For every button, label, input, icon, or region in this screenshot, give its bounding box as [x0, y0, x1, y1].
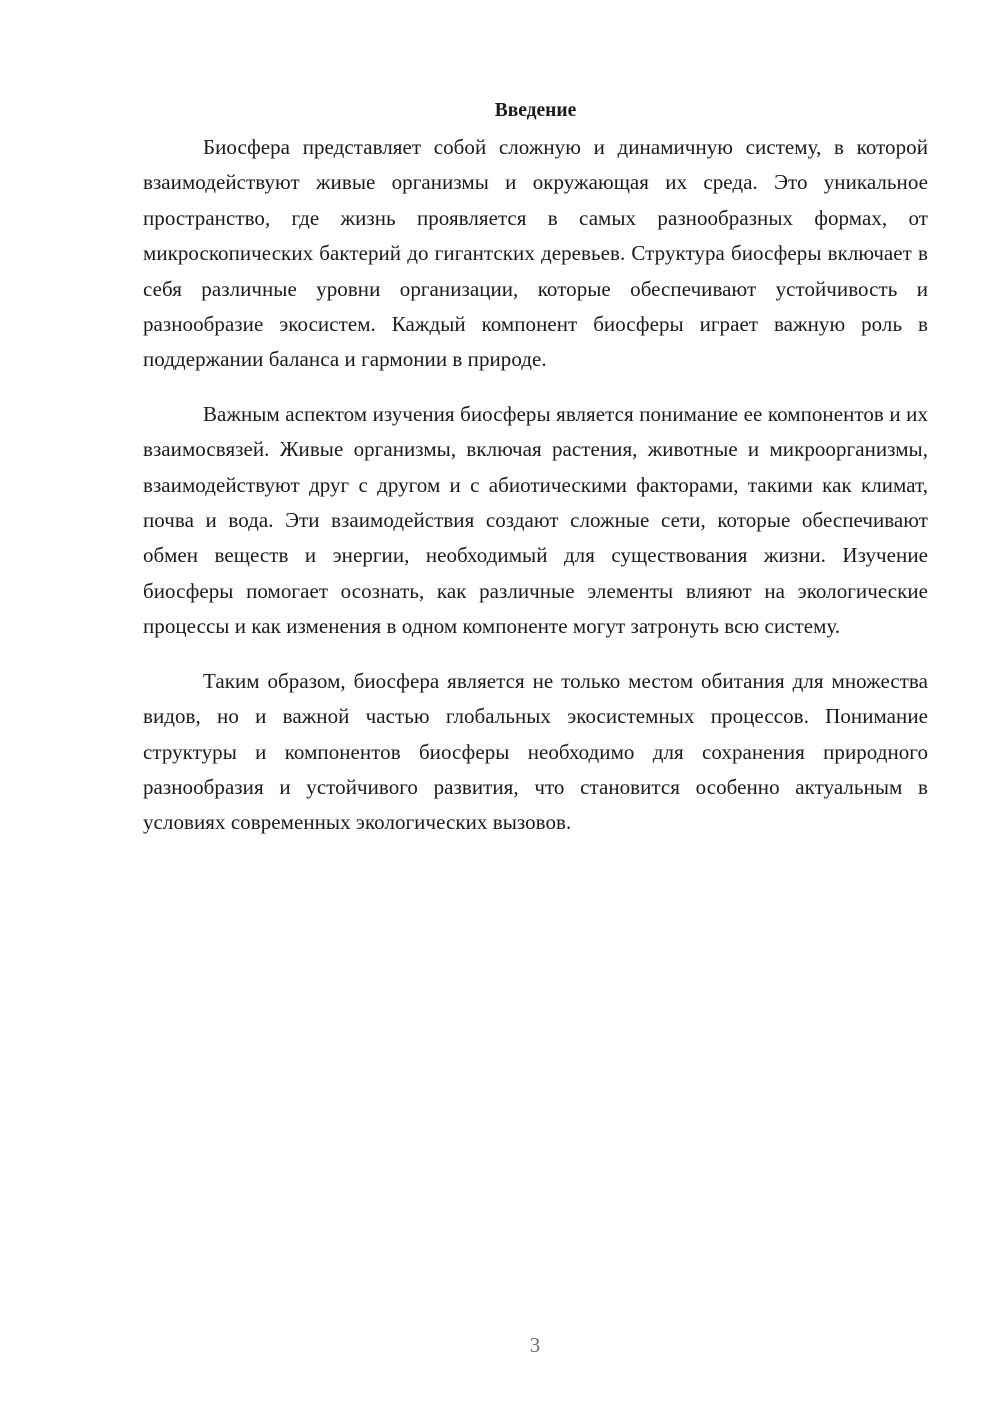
page-number: 3: [529, 1333, 541, 1357]
page-body: [143, 95, 928, 860]
paragraph-1: Биосфера представляет собой сложную и динамичную систему, в которой взаимодействуют живые организмы и окружающая их среда. Это уникальное пространство, где жизнь проявляется в самых разнообразных формах, от микроскопических бактерий до гигантских деревьев. Структура биосферы включает в себя различные уровни организации, которые обеспечивают устойчивость и разнообразие экосистем. Каждый компонент биосферы играет важную роль в поддержании баланса и гармонии в природе.: [143, 135, 928, 372]
paragraph-2: Важным аспектом изучения биосферы является понимание ее компонентов и их взаимосвязей. Живые организмы, включая растения, животные и микроорганизмы, взаимодействуют друг с другом и с абиотическими факторами, такими как климат, почва и вода. Эти взаимодействия создают сложные сети, которые обеспечивают обмен веществ и энергии, необходимый для существования жизни. Изучение биосферы помогает осознать, как различные элементы влияют на экологические процессы и как изменения в одном компоненте могут затронуть всю систему.: [143, 401, 928, 639]
section-heading: Введение: [494, 100, 577, 121]
paragraph-3: Таким образом, биосфера является не только местом обитания для множества видов, но и важной частью глобальных экосистемных процессов. Понимание структуры и компонентов биосферы необходимо для сохранения природного разнообразия и устойчивого развития, что становится особенно актуальным в условиях современных экологических вызовов.: [143, 668, 928, 835]
